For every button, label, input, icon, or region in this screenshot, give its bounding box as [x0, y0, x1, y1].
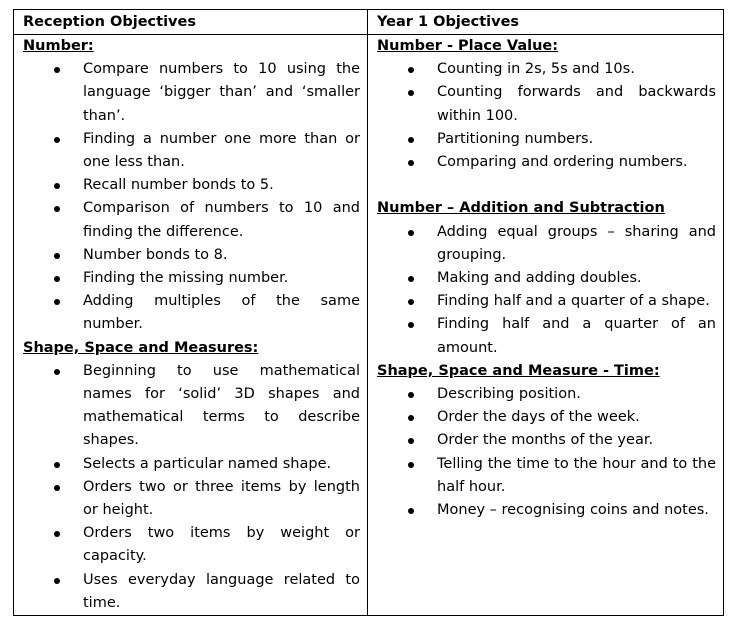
bullet-icon: [54, 67, 60, 73]
bullet-icon: [54, 206, 60, 212]
list-item-text: Counting forwards and backwards within 100.: [437, 84, 716, 124]
list-year1-addition-subtraction: [377, 221, 716, 360]
list-item: [23, 244, 360, 267]
year1-cell: [368, 35, 724, 616]
list-item: [377, 81, 716, 127]
header-reception: Reception Objectives: [23, 14, 196, 30]
bullet-icon: [54, 137, 60, 143]
reception-cell: [14, 35, 368, 616]
list-item-text: Orders two items by weight or capacity.: [83, 525, 360, 565]
list-item: [23, 267, 360, 290]
bullet-icon: [408, 322, 414, 328]
bullet-icon: [408, 90, 414, 96]
section-heading-shape: Shape, Space and Measures:: [23, 339, 259, 356]
list-reception-number: [23, 58, 360, 336]
bullet-icon: [408, 299, 414, 305]
list-item-text: Uses everyday language related to time.: [83, 571, 360, 611]
list-item-text: Comparison of numbers to 10 and finding the difference.: [83, 200, 360, 240]
list-item: [377, 151, 716, 174]
list-item-text: Describing position.: [437, 386, 581, 403]
list-item: [23, 569, 360, 615]
bullet-icon: [408, 508, 414, 514]
list-item-text: Telling the time to the hour and to the half hour.: [437, 455, 716, 495]
bullet-icon: [54, 531, 60, 537]
list-item: [377, 499, 716, 522]
list-item: [377, 58, 716, 81]
header-cell-reception: [14, 10, 368, 35]
bullet-icon: [408, 160, 414, 166]
bullet-icon: [54, 485, 60, 491]
bullet-icon: [408, 67, 414, 73]
bullet-icon: [54, 299, 60, 305]
list-item: [23, 476, 360, 522]
list-item: [377, 383, 716, 406]
list-item-text: Order the days of the week.: [437, 409, 640, 426]
list-item-text: Counting in 2s, 5s and 10s.: [437, 61, 635, 78]
list-item-text: Compare numbers to 10 using the language ‘bigger than’ and ‘smaller than’.: [83, 61, 360, 124]
list-item: [23, 174, 360, 197]
list-item-text: Making and adding doubles.: [437, 270, 642, 287]
list-item: [23, 290, 360, 336]
list-year1-place-value: [377, 58, 716, 174]
bullet-icon: [408, 392, 414, 398]
bullet-icon: [408, 137, 414, 143]
list-item-text: Order the months of the year.: [437, 432, 654, 449]
bullet-icon: [408, 230, 414, 236]
bullet-icon: [54, 578, 60, 584]
list-item-text: Finding the missing number.: [83, 270, 289, 287]
list-item-text: Orders two or three items by length or height.: [83, 478, 360, 519]
header-row: [14, 10, 724, 35]
list-item-text: Number bonds to 8.: [83, 246, 228, 263]
list-item-text: Recall number bonds to 5.: [83, 177, 274, 194]
bullet-icon: [408, 462, 414, 468]
list-item: [377, 406, 716, 429]
list-item-text: Partitioning numbers.: [437, 130, 594, 147]
list-item: [23, 360, 360, 453]
header-cell-year1: [368, 10, 724, 35]
list-item: [23, 58, 360, 128]
objectives-table: [13, 9, 724, 616]
list-item: [377, 267, 716, 290]
bullet-icon: [408, 415, 414, 421]
content-row: [14, 35, 724, 616]
list-year1-time: [377, 383, 716, 522]
list-item: [377, 453, 716, 499]
section-heading-time: Shape, Space and Measure - Time:: [377, 362, 660, 379]
list-item-text: Beginning to use mathematical names for ‘solid’ 3D shapes and mathematical terms to describe shapes.: [83, 362, 360, 449]
list-item: [377, 128, 716, 151]
list-item: [377, 313, 716, 359]
bullet-icon: [54, 183, 60, 189]
list-item: [23, 197, 360, 243]
section-heading-place-value: Number - Place Value:: [377, 38, 559, 54]
list-item: [23, 522, 360, 568]
section-heading-number: Number:: [23, 38, 94, 54]
header-year1: Year 1 Objectives: [377, 14, 520, 30]
list-item-text: Finding half and a quarter of an amount.: [437, 316, 716, 356]
bullet-icon: [54, 276, 60, 282]
list-item-text: Finding a number one more than or one less than.: [83, 130, 360, 171]
list-reception-shape: [23, 360, 360, 615]
list-item-text: Adding multiples of the same number.: [83, 293, 360, 333]
section-spacer: [377, 174, 716, 197]
list-item: [377, 290, 716, 313]
bullet-icon: [54, 369, 60, 375]
list-item-text: Selects a particular named shape.: [83, 455, 332, 472]
list-item-text: Finding half and a quarter of a shape.: [437, 293, 710, 310]
list-item: [23, 453, 360, 476]
bullet-icon: [408, 276, 414, 282]
list-item: [377, 221, 716, 267]
list-item-text: Adding equal groups – sharing and grouping.: [437, 223, 716, 263]
list-item: [377, 429, 716, 452]
bullet-icon: [54, 462, 60, 468]
bullet-icon: [54, 253, 60, 259]
list-item-text: Comparing and ordering numbers.: [437, 154, 688, 171]
list-item-text: Money – recognising coins and notes.: [437, 502, 709, 519]
section-heading-addition-subtraction: Number – Addition and Subtraction: [377, 200, 665, 217]
list-item: [23, 128, 360, 174]
bullet-icon: [408, 438, 414, 444]
